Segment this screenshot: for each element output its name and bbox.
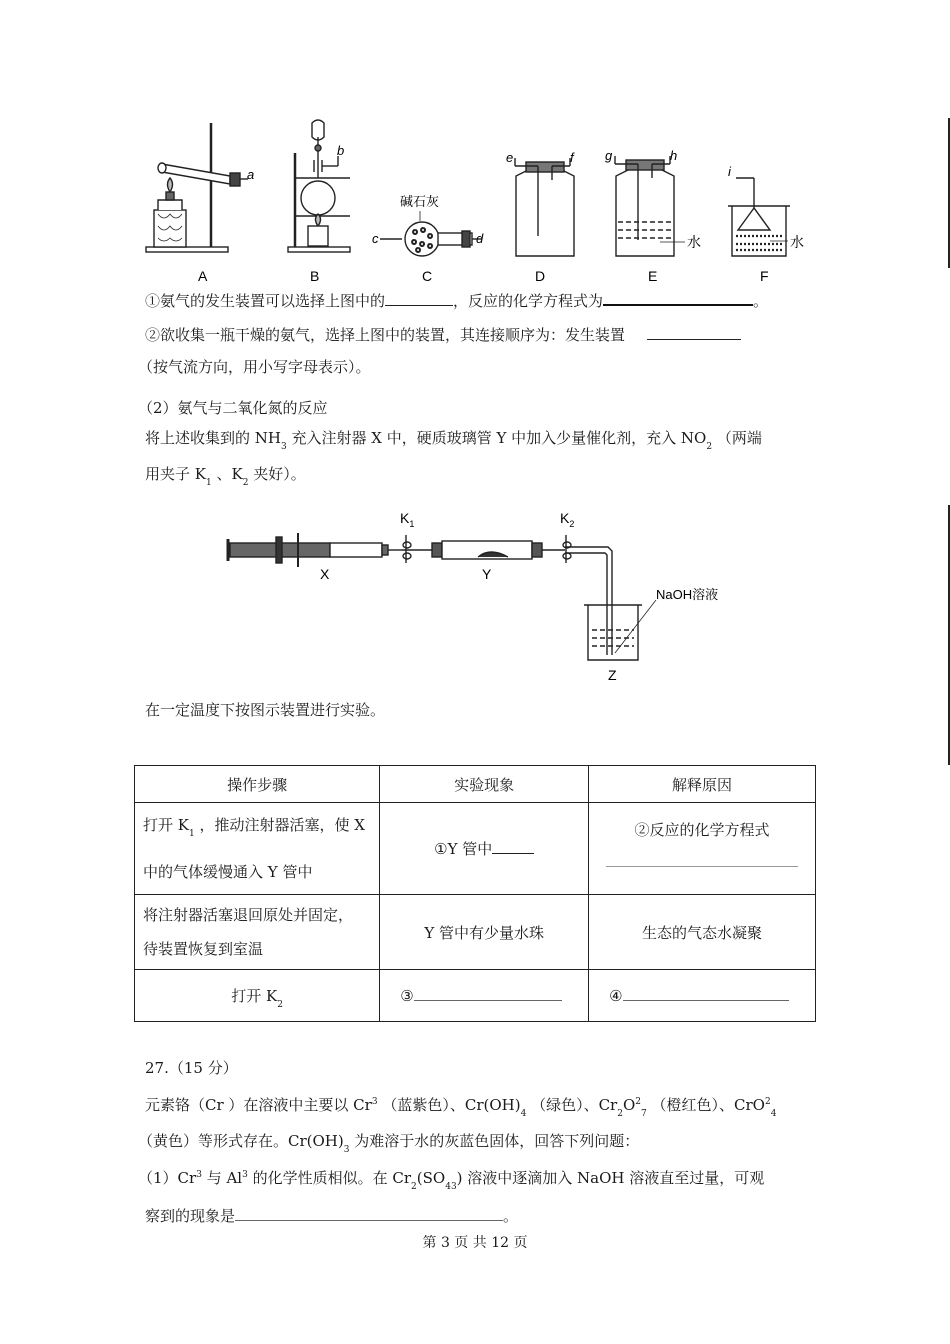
- k1-label: [400, 510, 414, 529]
- header-step: 操作步骤: [135, 766, 380, 803]
- row3-step-a: 打开 K: [231, 987, 278, 1005]
- apparatus-d: [515, 158, 574, 256]
- q2-line2-b: 、K: [211, 465, 243, 483]
- header-reason: 解释原因: [589, 766, 816, 803]
- row1-step-a: 打开 K: [143, 816, 189, 834]
- q27-l2-b: 为难溶于水的灰蓝色固体，回答下列问题：: [349, 1132, 640, 1150]
- apparatus-b: [288, 120, 350, 252]
- header-phenomenon: 实验现象: [380, 766, 589, 803]
- q27-l4-end: 。: [503, 1207, 519, 1225]
- row1-step: [135, 803, 380, 895]
- row2-reason: 生态的气态水凝聚: [589, 895, 816, 970]
- label-b: B: [310, 268, 320, 284]
- q27-l2-a: （黄色）等形式存在。Cr(OH): [138, 1132, 344, 1150]
- answer-blank[interactable]: [603, 304, 753, 306]
- soda-lime-label: 碱石灰: [400, 194, 440, 209]
- q1-line1: [145, 290, 768, 311]
- row3-phen-text: ③: [400, 986, 414, 1005]
- row2-step-b: 待装置恢复到室温: [143, 940, 264, 958]
- apparatus-e: [615, 156, 685, 256]
- apparatus-f: [728, 178, 790, 256]
- k2-text: K: [560, 510, 570, 526]
- q27-l3-d: (SO: [416, 1169, 446, 1187]
- water-label-e: 水: [687, 234, 701, 250]
- q1-line1-end: 。: [753, 292, 769, 310]
- q1-line2: [145, 324, 741, 345]
- row1-step-sub: 1: [188, 829, 195, 839]
- q27-l3-sub3: 3: [450, 1182, 457, 1192]
- tube-label: Y: [482, 566, 492, 582]
- row1-phenomenon: [380, 803, 589, 895]
- clip-k1: [402, 535, 432, 563]
- answer-blank[interactable]: [623, 1000, 789, 1001]
- q2-title: （2）氨气与二氧化氮的反应: [138, 399, 328, 417]
- row3-step-sub: 2: [277, 1000, 283, 1010]
- q27-l1-sub2: 2: [617, 1109, 623, 1119]
- answer-blank[interactable]: [647, 339, 741, 340]
- q27-l1-b: （蓝紫色）、Cr(OH): [377, 1096, 521, 1114]
- q27-l3-sub2: 4: [445, 1182, 451, 1192]
- table-row: [135, 970, 816, 1022]
- q27-l3-e: ) 溶液中逐滴加入 NaOH 溶液直至过量，可观: [456, 1169, 765, 1187]
- row3-phenomenon: [380, 970, 589, 1022]
- q27-l2-sub: 3: [343, 1145, 350, 1155]
- q27-l3-sub1: 2: [411, 1182, 417, 1192]
- q27-l1-sup3: 2: [764, 1097, 771, 1107]
- q2-line1-sub2: 2: [706, 442, 713, 452]
- q27-l1-c: （绿色）、Cr: [526, 1096, 618, 1114]
- table-row: [135, 803, 816, 895]
- label-f: F: [760, 268, 769, 284]
- q27-l1-sup1: 3: [371, 1097, 378, 1107]
- port-i: i: [728, 164, 731, 179]
- q1-line1-text-a: ①氨气的发生装置可以选择上图中的: [145, 292, 386, 310]
- q2-line2-sub2: 2: [242, 478, 249, 488]
- q27-l1-e: （橙红色）、CrO: [646, 1096, 765, 1114]
- q27-line2: [138, 1130, 640, 1155]
- apparatus-a: [146, 123, 248, 252]
- row1-reason-text: ②反应的化学方程式: [634, 821, 770, 839]
- port-d: d: [476, 231, 484, 246]
- q27-l3-sup1: 3: [196, 1170, 202, 1180]
- answer-blank[interactable]: [492, 853, 534, 854]
- q2-line1-sub1: 3: [280, 442, 287, 452]
- row3-reason: [589, 970, 816, 1022]
- table-row: [135, 895, 816, 970]
- table-header-row: [135, 766, 816, 803]
- port-a: a: [247, 167, 255, 182]
- q27-l1-sub4: 4: [770, 1109, 777, 1119]
- port-h: h: [670, 148, 678, 163]
- answer-blank[interactable]: [235, 1220, 503, 1221]
- row2-step: [135, 895, 380, 970]
- q2-line2-c: 夹好）。: [248, 465, 306, 483]
- port-c: c: [372, 231, 379, 246]
- q27-l1-sub1: 4: [520, 1109, 527, 1119]
- syringe-label: X: [320, 566, 330, 582]
- q2-line1: [145, 427, 762, 452]
- label-a: A: [198, 268, 208, 284]
- port-b: b: [337, 143, 345, 158]
- answer-blank[interactable]: [414, 1000, 562, 1001]
- port-f: f: [570, 150, 574, 165]
- q27-l3-a: （1）Cr: [138, 1169, 197, 1187]
- q1-line3: （按气流方向，用小写字母表示）。: [138, 358, 371, 376]
- q27-l1-sub3: 7: [641, 1109, 647, 1119]
- row1-step-c: 中的气体缓慢通入 Y 管中: [143, 863, 313, 881]
- row3-reason-text: ④: [609, 986, 623, 1005]
- syringe-x: [228, 533, 402, 567]
- beaker-label: Z: [608, 667, 617, 683]
- q27-l4-a: 察到的现象是: [145, 1207, 236, 1225]
- k1-text: K: [400, 510, 410, 526]
- beaker-z: [584, 600, 656, 660]
- experiment-table: [134, 765, 816, 1022]
- q2-line2: [145, 463, 306, 488]
- water-label-f: 水: [790, 234, 804, 250]
- q2-line1-a: 将上述收集到的 NH: [145, 429, 281, 447]
- label-e: E: [648, 268, 658, 284]
- q2-line1-c: （两端: [712, 429, 762, 447]
- k2-sub: 2: [569, 519, 575, 529]
- page-footer: 第 3 页 共 12 页: [422, 1235, 528, 1251]
- row1-reason: [589, 803, 816, 895]
- q27-header: 27.（15 分）: [145, 1059, 238, 1077]
- q27-l1-d: O: [622, 1096, 636, 1114]
- answer-blank[interactable]: [606, 866, 798, 867]
- row1-phen-text: ①Y 管中: [434, 840, 493, 858]
- q27-line3: [138, 1167, 765, 1192]
- q27-l3-b: 与 Al: [201, 1169, 243, 1187]
- q2-line2-a: 用夹子 K: [145, 465, 206, 483]
- tube-y: [432, 541, 565, 559]
- q2-line1-b: 充入注射器 X 中，硬质玻璃管 Y 中加入少量催化剂，充入 NO: [286, 429, 707, 447]
- q27-line4: [145, 1205, 518, 1226]
- q27-l1-a: 元素铬（Cr ）在溶液中主要以 Cr: [145, 1096, 372, 1114]
- answer-blank[interactable]: [385, 305, 453, 306]
- row3-step: [135, 970, 380, 1022]
- q2-line2-sub1: 1: [205, 478, 212, 488]
- naoh-label: NaOH溶液: [656, 587, 719, 602]
- q27-l1-sup2: 2: [635, 1097, 642, 1107]
- q1-line1-text-b: ，反应的化学方程式为: [453, 292, 604, 310]
- row2-phenomenon: Y 管中有少量水珠: [380, 895, 589, 970]
- label-d: D: [535, 268, 546, 284]
- apparatus-figure: [140, 118, 820, 288]
- port-g: g: [605, 148, 613, 163]
- q27-l3-c: 的化学性质相似。在 Cr: [247, 1169, 412, 1187]
- row1-step-b: ，推动注射器活塞，使 X: [194, 816, 365, 834]
- port-e: e: [506, 150, 514, 165]
- apparatus-c: [380, 211, 482, 256]
- q1-line2-text: ②欲收集一瓶干燥的氨气，选择上图中的装置，其连接顺序为：发生装置: [145, 326, 626, 344]
- experiment-intro: 在一定温度下按图示装置进行实验。: [145, 701, 386, 719]
- k1-sub: 1: [409, 519, 415, 529]
- q27-line1: [145, 1094, 777, 1119]
- setup-figure: [220, 505, 740, 690]
- row2-step-a: 将注射器活塞退回原处并固定，: [143, 906, 354, 924]
- k2-label: [560, 510, 574, 529]
- label-c: C: [422, 268, 433, 284]
- q27-l3-sup2: 3: [242, 1170, 248, 1180]
